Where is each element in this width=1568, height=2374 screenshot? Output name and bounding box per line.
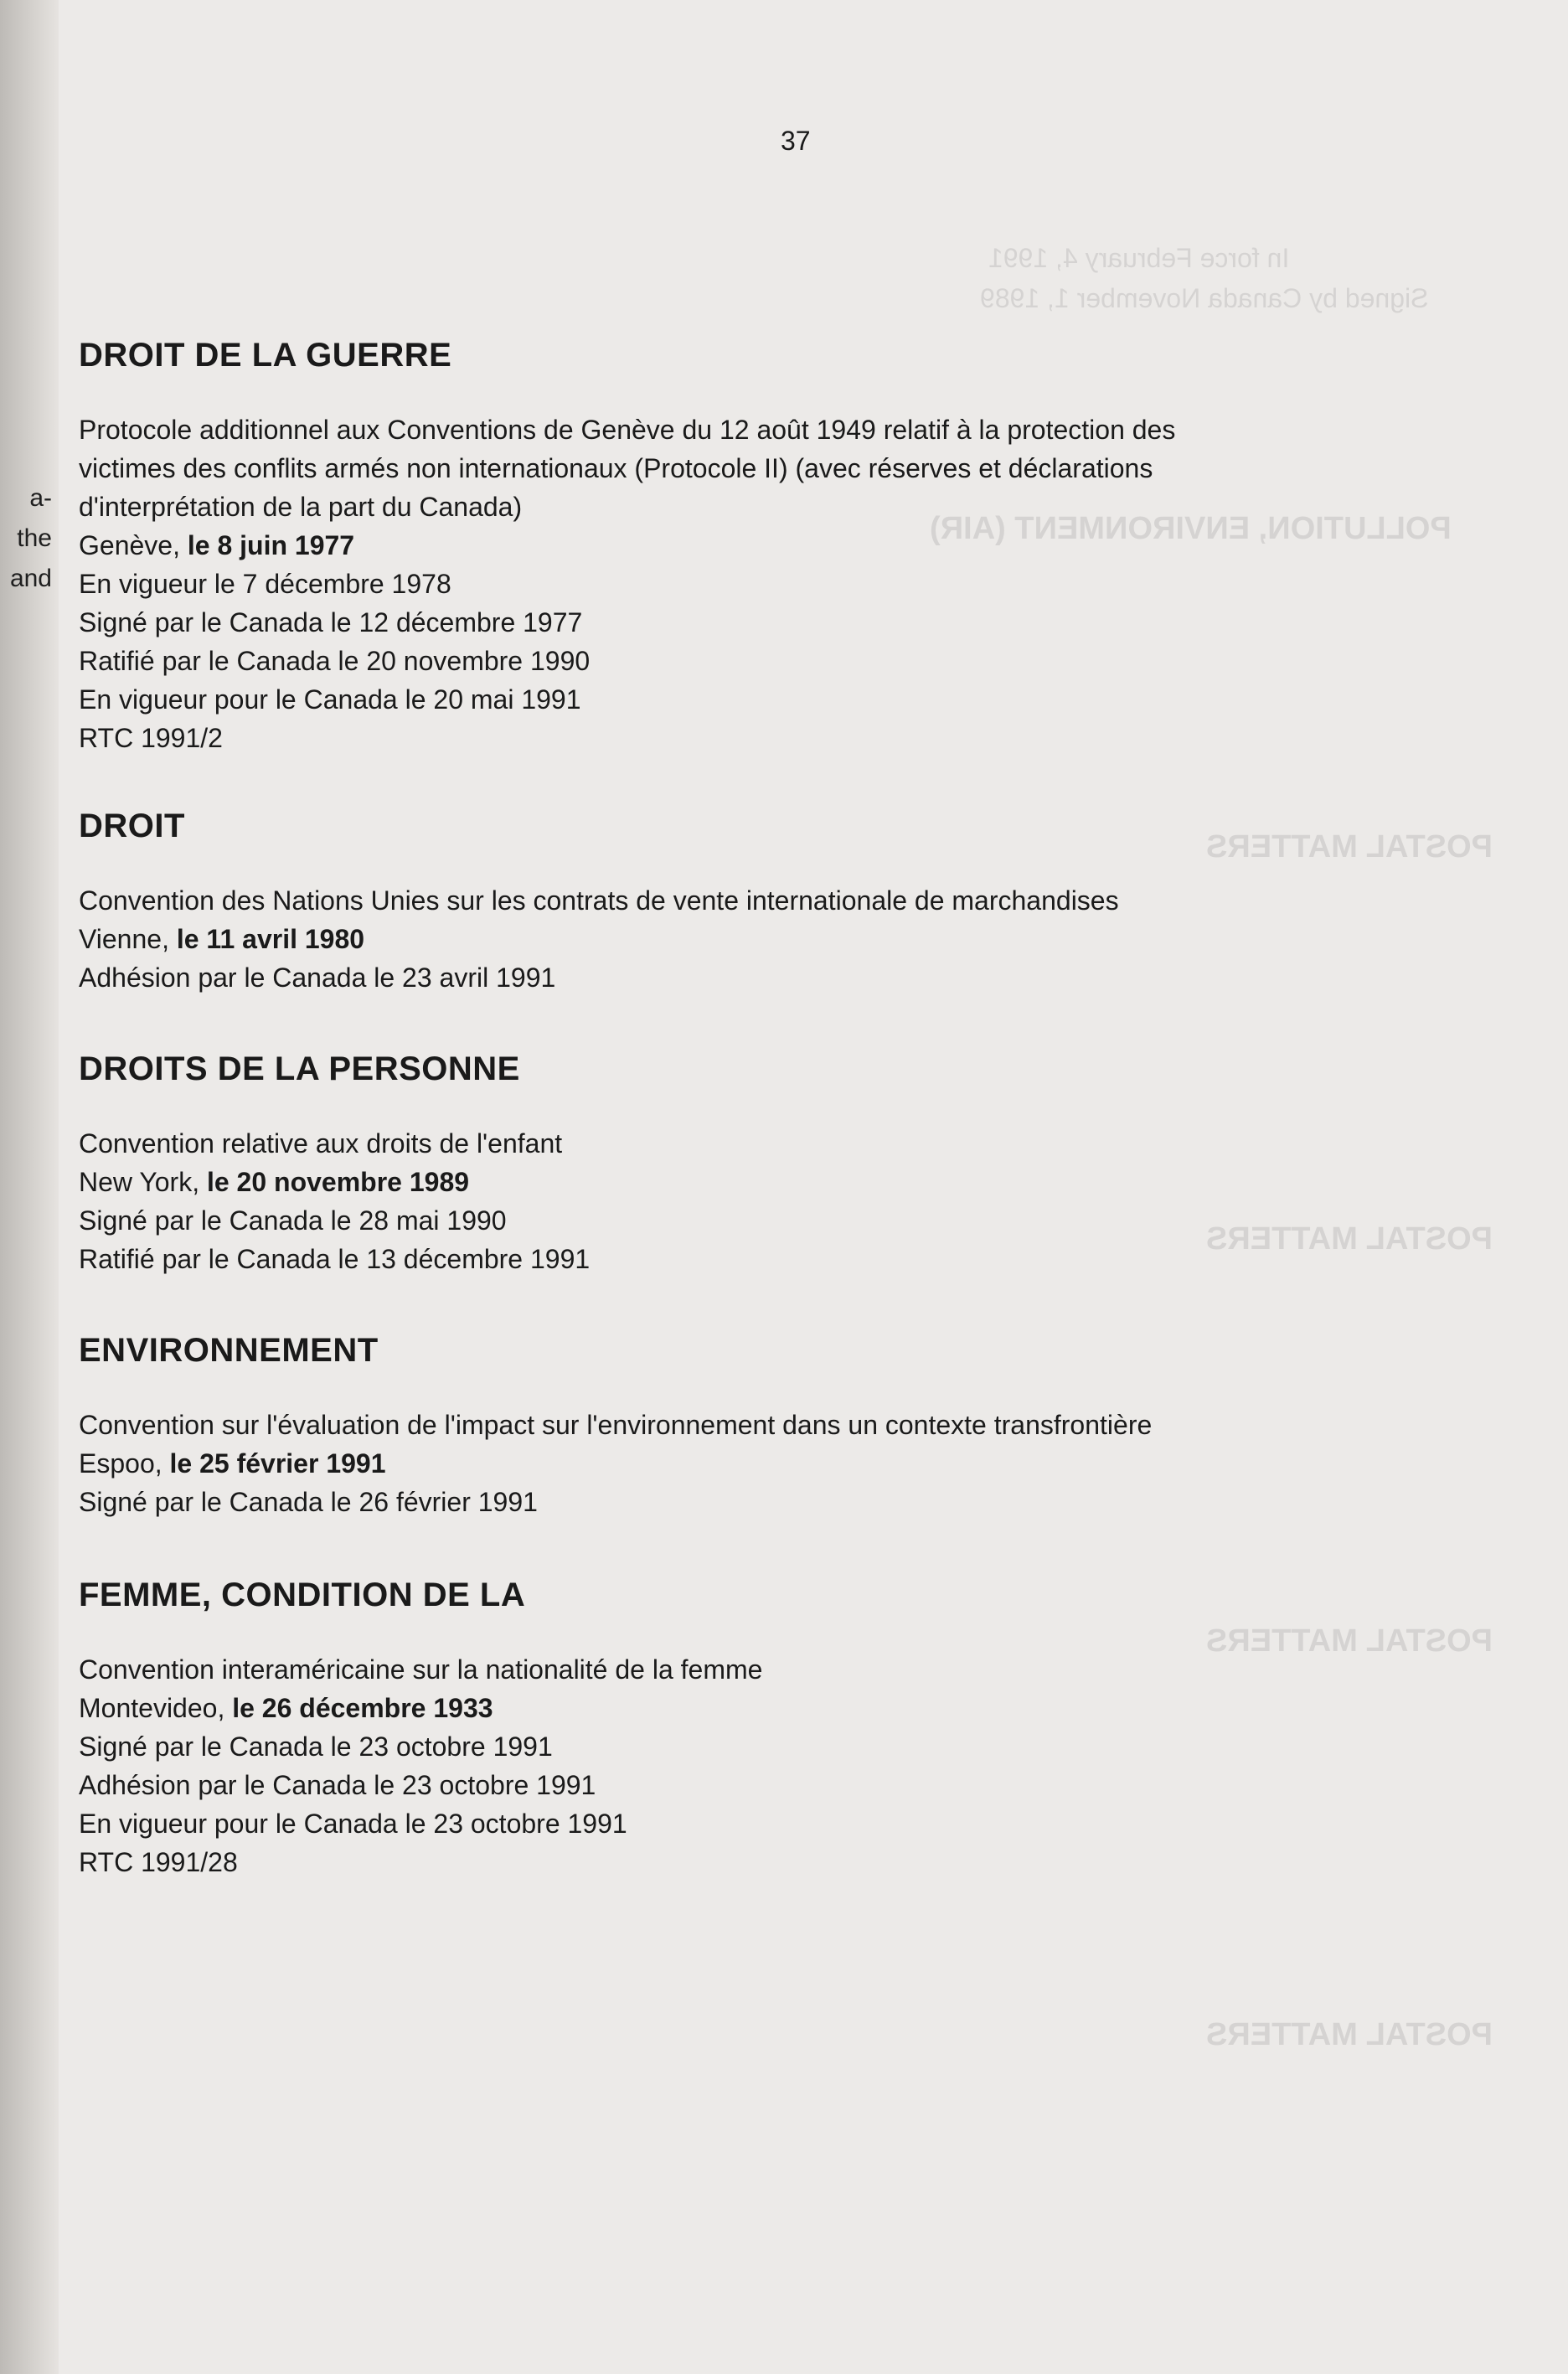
section-femme-condition-de-la	[79, 1575, 1486, 1881]
place-date-line	[79, 920, 1486, 958]
section-heading: FEMME, CONDITION DE LA	[79, 1577, 526, 1613]
text-line: Ratifié par le Canada le 20 novembre 1990	[79, 646, 591, 676]
bleed-through-text: Signed by Canada November 1, 1989	[980, 283, 1429, 313]
section-heading: ENVIRONNEMENT	[79, 1332, 379, 1369]
place-text: Vienne,	[79, 924, 177, 954]
text-line: RTC 1991/28	[79, 1847, 238, 1877]
bleed-through-heading: POLLUTION, ENVIRONMENT (AIR)	[930, 511, 1452, 546]
bleed-through-heading: POSTAL MATTERS	[1206, 1221, 1493, 1257]
bleed-through-heading: POSTAL MATTERS	[1206, 829, 1493, 864]
page-number: 37	[781, 126, 811, 156]
text-line: Adhésion par le Canada le 23 avril 1991	[79, 963, 556, 993]
bleed-through-text: In force February 4, 1991	[988, 243, 1290, 273]
place-date-line	[79, 1444, 1486, 1483]
text-line: Adhésion par le Canada le 23 octobre 1991	[79, 1770, 596, 1800]
text-line: Signé par le Canada le 23 octobre 1991	[79, 1731, 553, 1762]
place-text: Espoo,	[79, 1448, 170, 1479]
text-line: En vigueur le 7 décembre 1978	[79, 569, 451, 599]
binding-gutter	[0, 0, 59, 2374]
margin-fragment: a-	[29, 484, 52, 512]
section-droit	[79, 806, 1486, 997]
text-line: En vigueur pour le Canada le 20 mai 1991	[79, 684, 581, 715]
place-text: Montevideo,	[79, 1693, 233, 1723]
section-heading: DROIT	[79, 808, 185, 844]
text-line: Signé par le Canada le 12 décembre 1977	[79, 607, 583, 637]
section-droits-de-la-personne	[79, 1049, 1486, 1278]
text-line: Signé par le Canada le 28 mai 1990	[79, 1205, 507, 1236]
place-date-line	[79, 1163, 1486, 1201]
section-heading: DROIT DE LA GUERRE	[79, 337, 452, 374]
text-line: RTC 1991/2	[79, 723, 223, 753]
text-line: Signé par le Canada le 26 février 1991	[79, 1487, 538, 1517]
bleed-through-heading: POSTAL MATTERS	[1206, 2017, 1493, 2052]
date-text: le 11 avril 1980	[176, 924, 365, 954]
section-droit-de-la-guerre	[79, 335, 1486, 757]
place-text: New York,	[79, 1167, 207, 1197]
text-line: Convention interaméricaine sur la nationalité de la femme	[79, 1654, 763, 1685]
section-environnement	[79, 1330, 1486, 1521]
margin-fragment: the	[17, 524, 52, 552]
margin-fragment: and	[9, 565, 52, 592]
date-text: le 26 décembre 1933	[232, 1693, 493, 1723]
bleed-through-heading: POSTAL MATTERS	[1206, 1623, 1493, 1659]
text-line: Convention des Nations Unies sur les contrats de vente internationale de marchandises	[79, 885, 1119, 916]
place-date-line	[79, 526, 1486, 565]
place-text: Genève,	[79, 530, 188, 560]
text-line: victimes des conflits armés non internationaux (Protocole II) (avec réserves et déclarations	[79, 453, 1153, 483]
date-text: le 8 juin 1977	[187, 530, 355, 560]
place-date-line	[79, 1689, 1486, 1727]
date-text: le 20 novembre 1989	[206, 1167, 470, 1197]
text-line: Convention sur l'évaluation de l'impact sur l'environnement dans un contexte transfrontière	[79, 1410, 1153, 1440]
section-heading: DROITS DE LA PERSONNE	[79, 1050, 520, 1087]
text-line: Protocole additionnel aux Conventions de Genève du 12 août 1949 relatif à la protection des	[79, 415, 1176, 445]
date-text: le 25 février 1991	[169, 1448, 386, 1479]
text-line: d'interprétation de la part du Canada)	[79, 492, 523, 522]
text-line: En vigueur pour le Canada le 23 octobre 1991	[79, 1809, 627, 1839]
text-line: Convention relative aux droits de l'enfant	[79, 1128, 563, 1159]
text-line: Ratifié par le Canada le 13 décembre 1991	[79, 1244, 591, 1274]
document-body	[79, 335, 1486, 1881]
